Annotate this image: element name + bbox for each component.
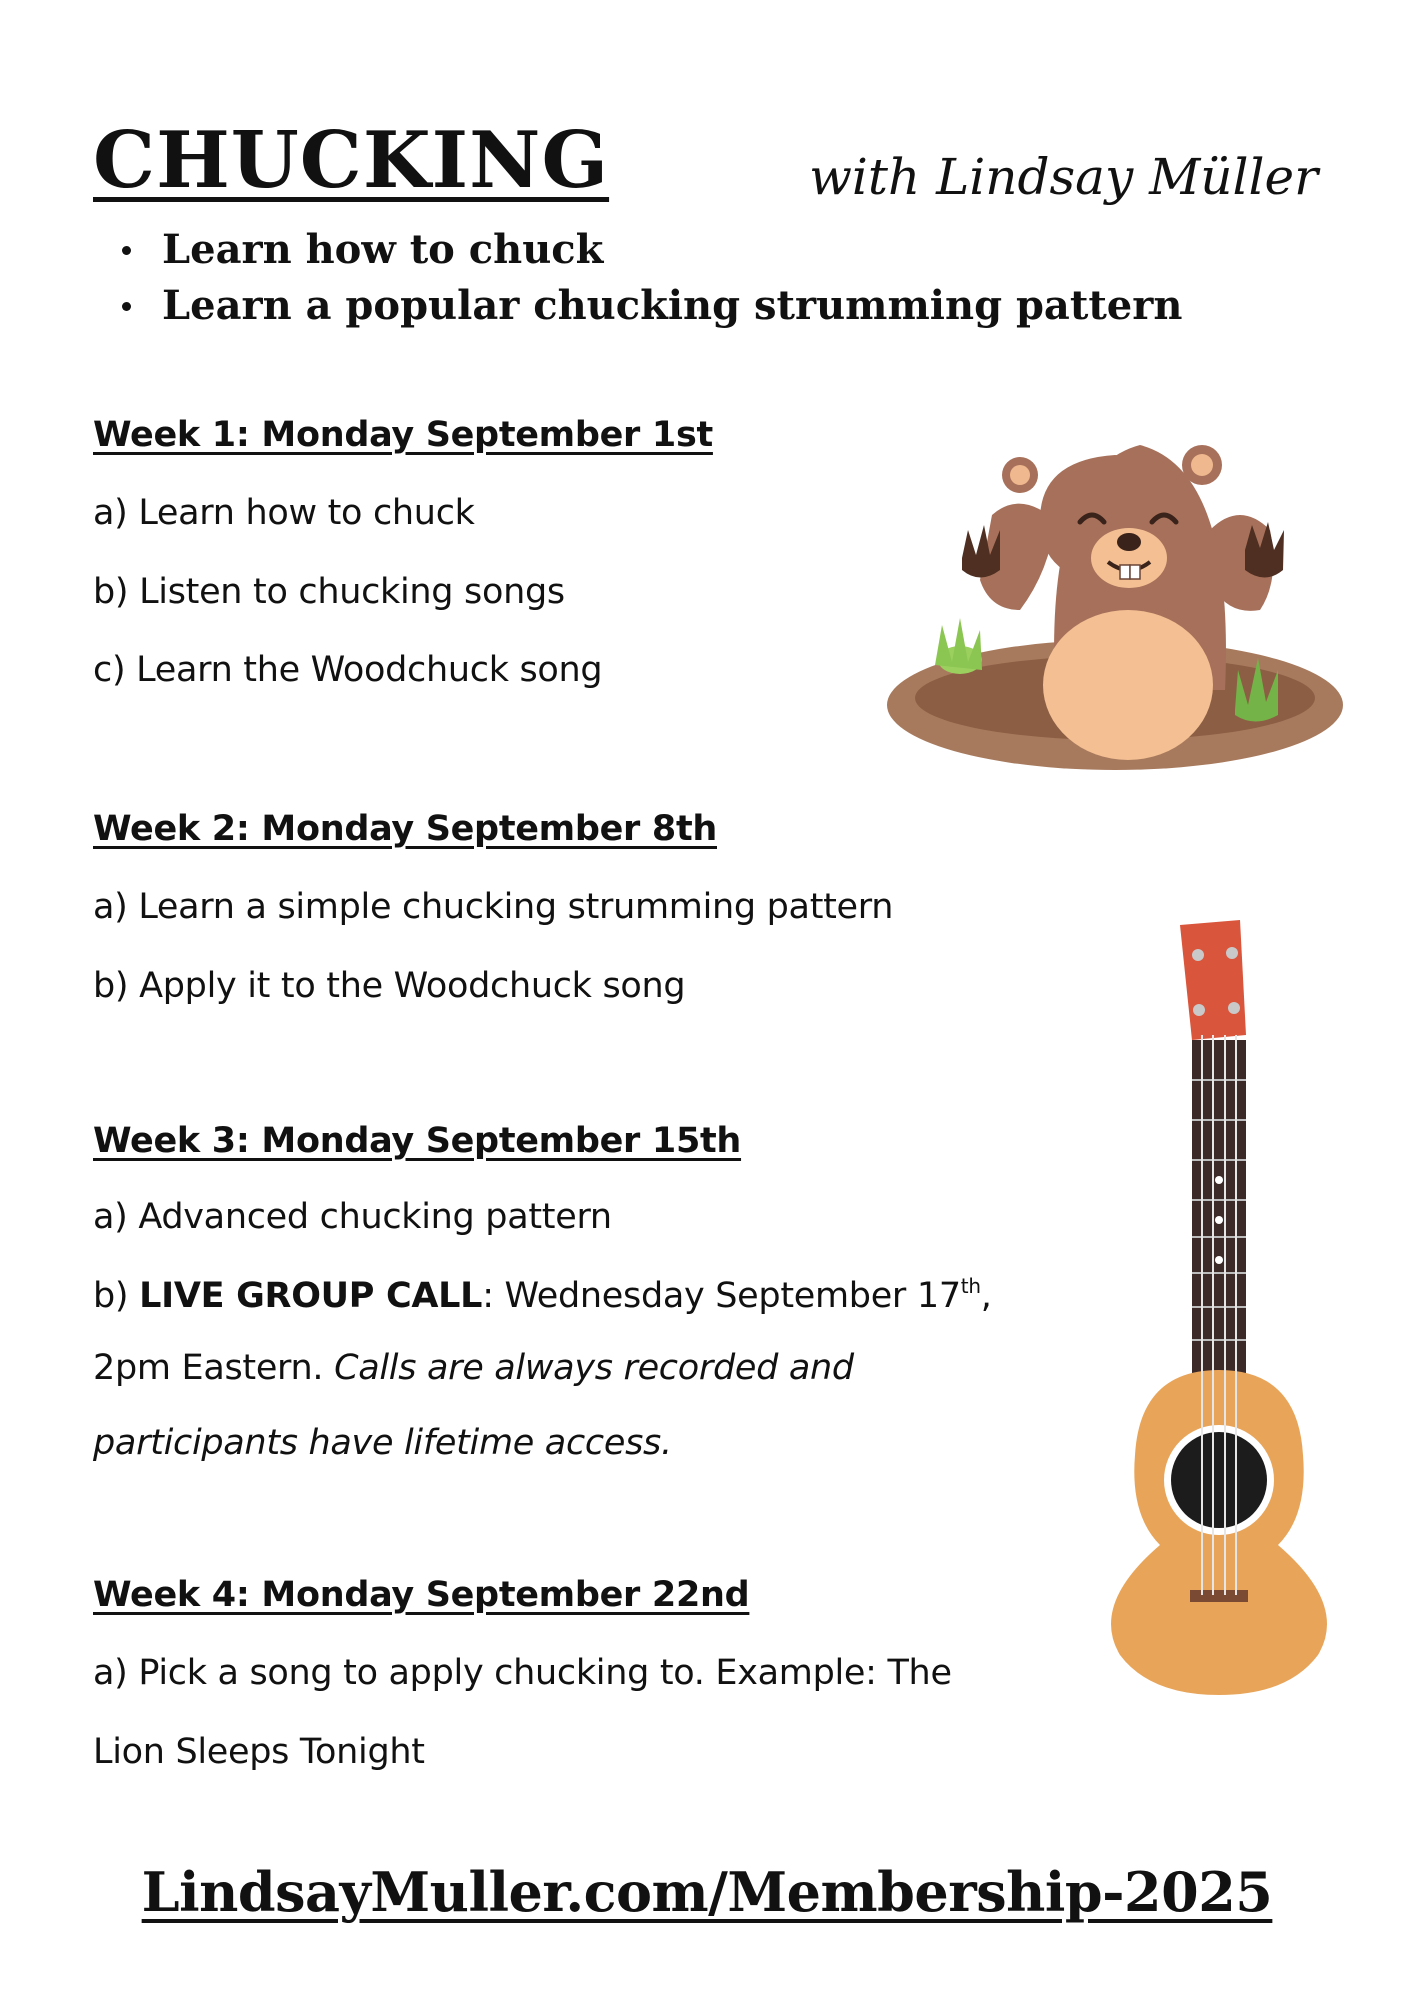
week-2-item: a) Learn a simple chucking strumming pattern [93,887,894,927]
week-1-item: a) Learn how to chuck [93,493,475,533]
live-call-note: Calls are always recorded and [334,1348,854,1388]
ukulele-illustration [1080,915,1370,1695]
week-2-heading: Week 2: Monday September 8th [93,809,717,849]
instructor-byline: with Lindsay Müller [809,148,1318,206]
week-2-item: b) Apply it to the Woodchuck song [93,966,686,1006]
intro-bullet-list [122,222,1182,334]
live-call-time: 2pm Eastern. [93,1348,335,1388]
live-call-prefix: b) [93,1276,140,1316]
week-1-item: c) Learn the Woodchuck song [93,650,603,690]
live-call-date-suffix: th [960,1274,981,1298]
page-title: CHUCKING [93,115,610,206]
week-1-item: b) Listen to chucking songs [93,572,565,612]
woodchuck-illustration [880,430,1350,780]
week-4-item: Lion Sleeps Tonight [93,1732,425,1772]
intro-bullet: Learn how to chuck [122,222,1182,278]
live-call-line-2 [93,1348,854,1388]
week-3-item: a) Advanced chucking pattern [93,1197,612,1237]
live-call-comma: , [980,1276,992,1316]
live-call-line [93,1276,992,1314]
week-4-heading: Week 4: Monday September 22nd [93,1575,750,1615]
live-call-label: LIVE GROUP CALL [139,1276,483,1316]
membership-link[interactable]: LindsayMuller.com/Membership-2025 [141,1860,1273,1924]
week-1-heading: Week 1: Monday September 1st [93,415,713,455]
week-4-item: a) Pick a song to apply chucking to. Example: The [93,1653,952,1693]
live-call-note-cont: participants have lifetime access. [93,1423,672,1463]
live-call-date: : Wednesday September 17 [482,1276,961,1316]
week-3-heading: Week 3: Monday September 15th [93,1121,742,1161]
intro-bullet: Learn a popular chucking strumming pattern [122,278,1182,334]
